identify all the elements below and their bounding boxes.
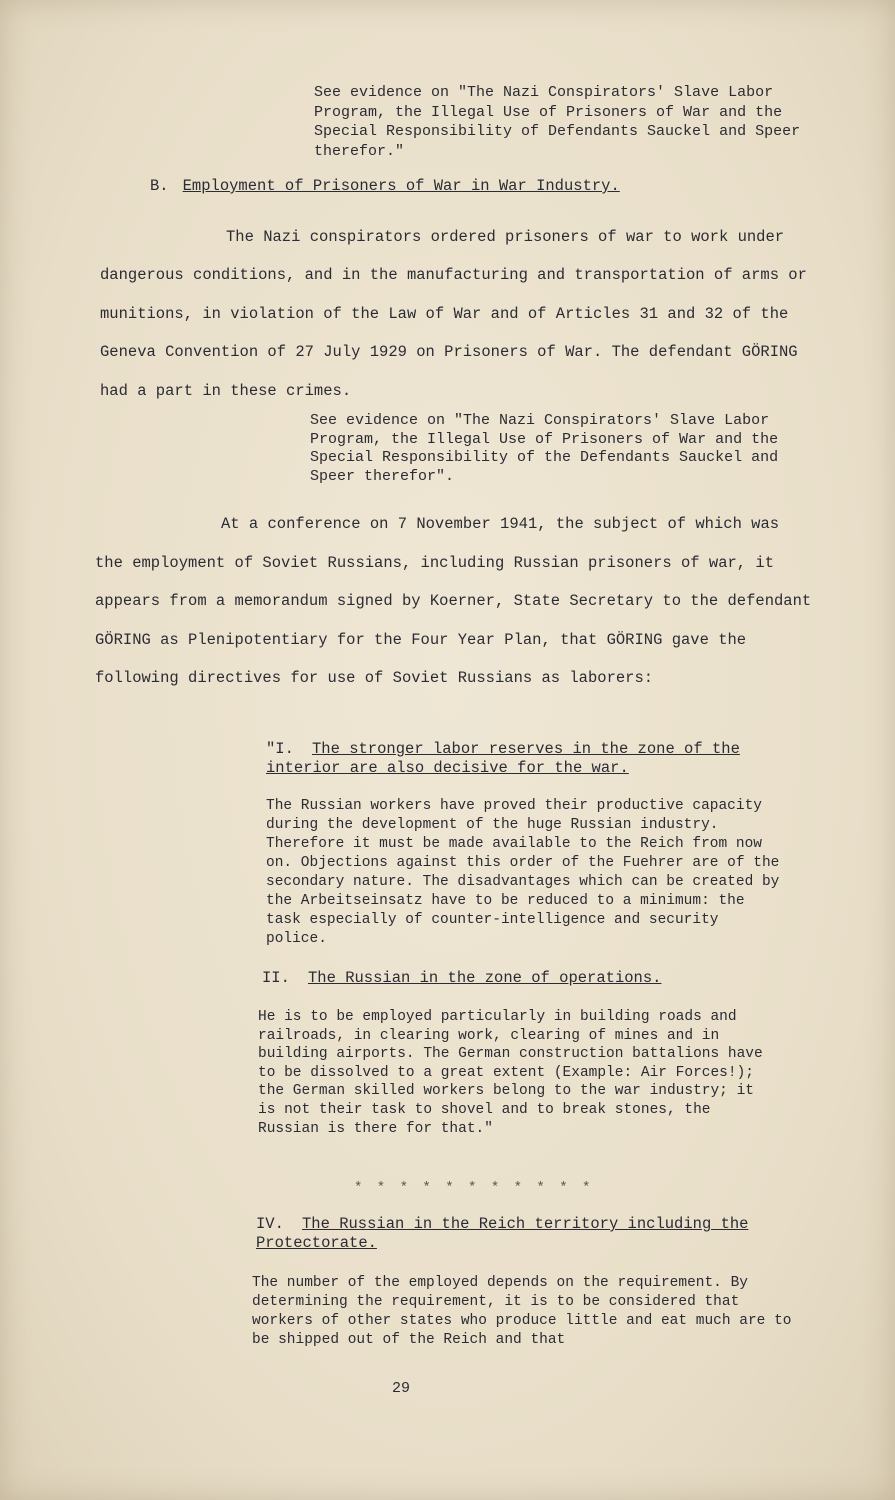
quote-section-4-title: The Russian in the Reich territory including the Protectorate. (256, 1215, 749, 1252)
evidence-reference-2: See evidence on "The Nazi Conspirators' Slave Labor Program, the Illegal Use of Prisoners of War and the Special Responsibility of the Defendants Sauckel and Speer therefor". (310, 412, 779, 485)
section-title: Employment of Prisoners of War in War Industry. (182, 177, 620, 195)
section-separator: * * * * * * * * * * * (354, 1180, 594, 1196)
quote-section-1-heading (266, 740, 766, 778)
section-letter: B. (150, 177, 169, 195)
quote-section-1-title: The stronger labor reserves in the zone of the interior are also decisive for the war. (266, 740, 740, 777)
quote-section-4-body: The number of the employed depends on the requirement. By determining the requirement, it is to be considered that workers of other states who produce little and eat much are to be shipped out of the Reich and that (252, 1275, 792, 1348)
quote-section-4-heading (256, 1215, 756, 1253)
quote-section-1-number: "I. (266, 740, 294, 758)
evidence-reference-1: See evidence on "The Nazi Conspirators' Slave Labor Program, the Illegal Use of Prisoners of War and the Special Responsibility of Defendants Sauckel and Speer therefor." (314, 84, 801, 160)
quote-section-4-number: IV. (256, 1215, 284, 1233)
quote-section-2-heading (262, 969, 762, 987)
section-heading (150, 177, 620, 195)
page-number: 29 (392, 1380, 411, 1397)
quote-section-2-body: He is to be employed particularly in building roads and railroads, in clearing work, clearing of mines and in building airports. The German construction battalions have to be dissolved to a great extent (Example: Air Forces!); the German skilled workers belong to the war industry; it is not their task to shovel and to break stones, the Russian is there for that." (258, 1009, 763, 1137)
quote-section-2-number: II. (262, 969, 290, 987)
quote-section-2-title: The Russian in the zone of operations. (308, 969, 662, 987)
body-paragraph-1: The Nazi conspirators ordered prisoners of war to work under dangerous conditions, and in the manufacturing and transportation of arms or munitions, in violation of the Law of War and of Articles 31 and 32 of the Geneva Convention of 27 July 1929 on Prisoners of War. The defendant GÖRING had a part in these crimes. (100, 228, 807, 400)
quote-section-1-body: The Russian workers have proved their productive capacity during the development of the huge Russian industry. Therefore it must be made available to the Reich from now on. Objections against this order of the Fuehrer are of the secondary nature. The disadvantages which can be created by the Arbeitseinsatz have to be reduced to a minimum: the task especially of counter-intelligence and security police. (266, 798, 780, 947)
body-paragraph-2: At a conference on 7 November 1941, the subject of which was the employment of Soviet Russians, including Russian prisoners of war, it appears from a memorandum signed by Koerner, State Secretary to the defendant GÖRING as Plenipotentiary for the Four Year Plan, that GÖRING gave the following directives for use of Soviet Russians as laborers: (95, 515, 812, 688)
